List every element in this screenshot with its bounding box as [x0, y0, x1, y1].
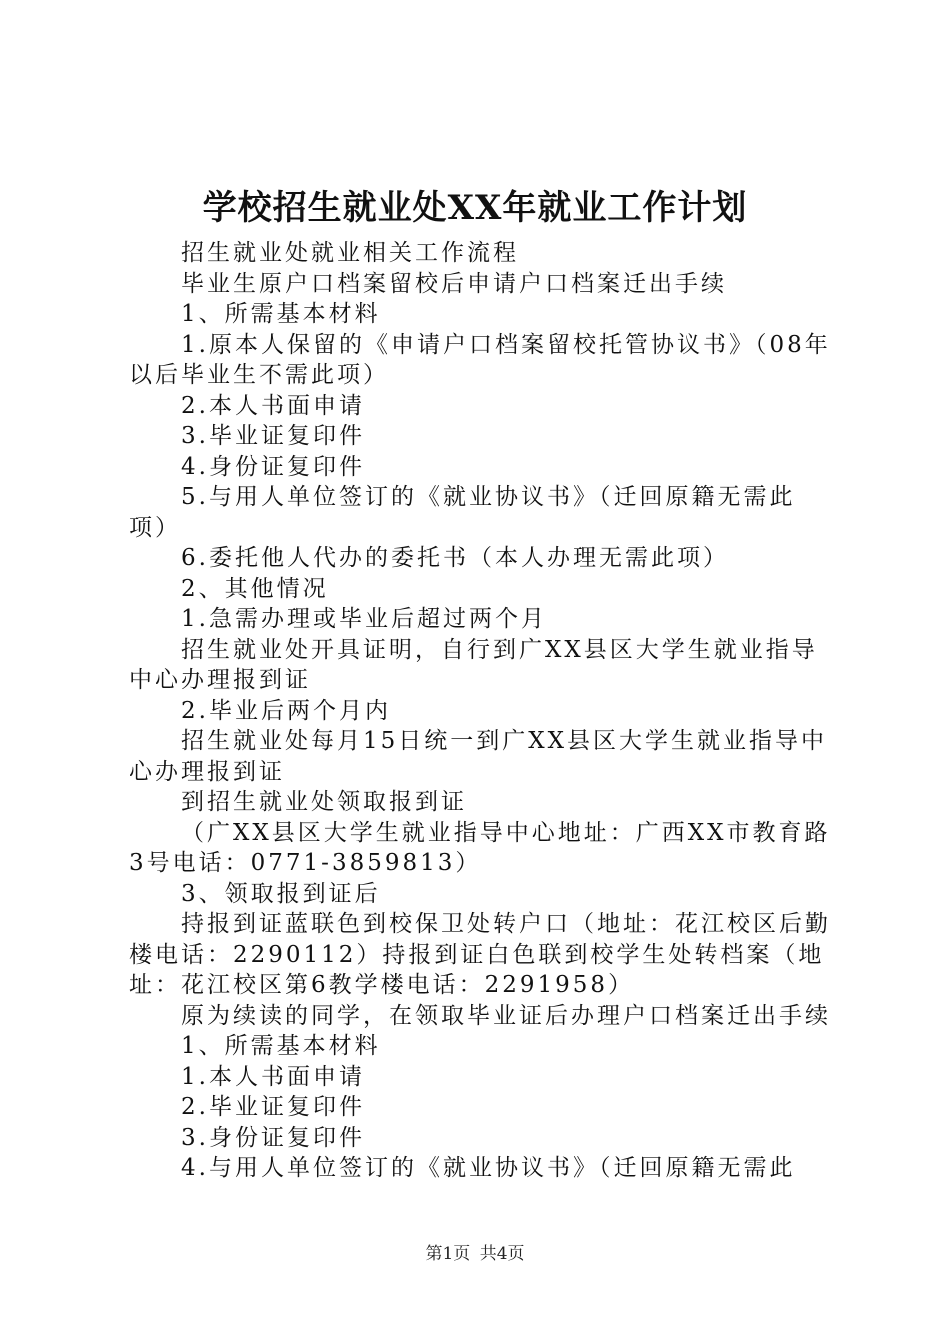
document-body	[129, 238, 834, 1184]
paragraph: 招生就业处每月15日统一到广XX县区大学生就业指导中心办理报到证	[129, 728, 828, 785]
page-number: 第1页	[425, 1244, 471, 1264]
paragraph: 4.与用人单位签订的《就业协议书》（迁回原籍无需此	[181, 1155, 796, 1181]
paragraph: 2.毕业证复印件	[181, 1094, 365, 1120]
paragraph: 1、所需基本材料	[181, 301, 381, 327]
document-title: 学校招生就业处XX年就业工作计划	[202, 188, 748, 228]
page-footer	[0, 1243, 950, 1265]
paragraph: 2.本人书面申请	[181, 392, 365, 419]
paragraph: 招生就业处就业相关工作流程	[181, 240, 519, 266]
paragraph: 招生就业处开具证明，自行到广XX县区大学生就业指导中心办理报到证	[129, 636, 818, 693]
paragraph: 3.毕业证复印件	[181, 423, 365, 449]
paragraph: 3、领取报到证后	[181, 880, 381, 907]
page-total: 共4页	[479, 1244, 525, 1264]
paragraph: 4.身份证复印件	[181, 453, 365, 480]
paragraph: 1、所需基本材料	[181, 1033, 381, 1059]
paragraph: （广XX县区大学生就业指导中心地址：广西XX市教育路3号电话：0771-3859813）	[129, 819, 831, 876]
paragraph: 原为续读的同学，在领取毕业证后办理户口档案迁出手续	[181, 1002, 831, 1029]
paragraph: 6.委托他人代办的委托书（本人办理无需此项）	[181, 545, 729, 571]
paragraph: 1.原本人保留的《申请户口档案留校托管协议书》（08年以后毕业生不需此项）	[129, 331, 831, 388]
paragraph: 5.与用人单位签订的《就业协议书》（迁回原籍无需此项）	[129, 484, 796, 541]
paragraph: 2、其他情况	[181, 575, 329, 602]
paragraph: 1.本人书面申请	[181, 1063, 365, 1090]
paragraph: 2.毕业后两个月内	[181, 697, 391, 724]
paragraph: 1.急需办理或毕业后超过两个月	[181, 606, 547, 632]
paragraph: 持报到证蓝联色到校保卫处转户口（地址：花江校区后勤楼电话：2290112）持报到证白色联到校学生处转档案（地址：花江校区第6教学楼电话：2291958）	[129, 911, 831, 998]
paragraph: 3.身份证复印件	[181, 1124, 365, 1151]
paragraph: 到招生就业处领取报到证	[181, 789, 467, 815]
paragraph: 毕业生原户口档案留校后申请户口档案迁出手续	[181, 270, 727, 297]
